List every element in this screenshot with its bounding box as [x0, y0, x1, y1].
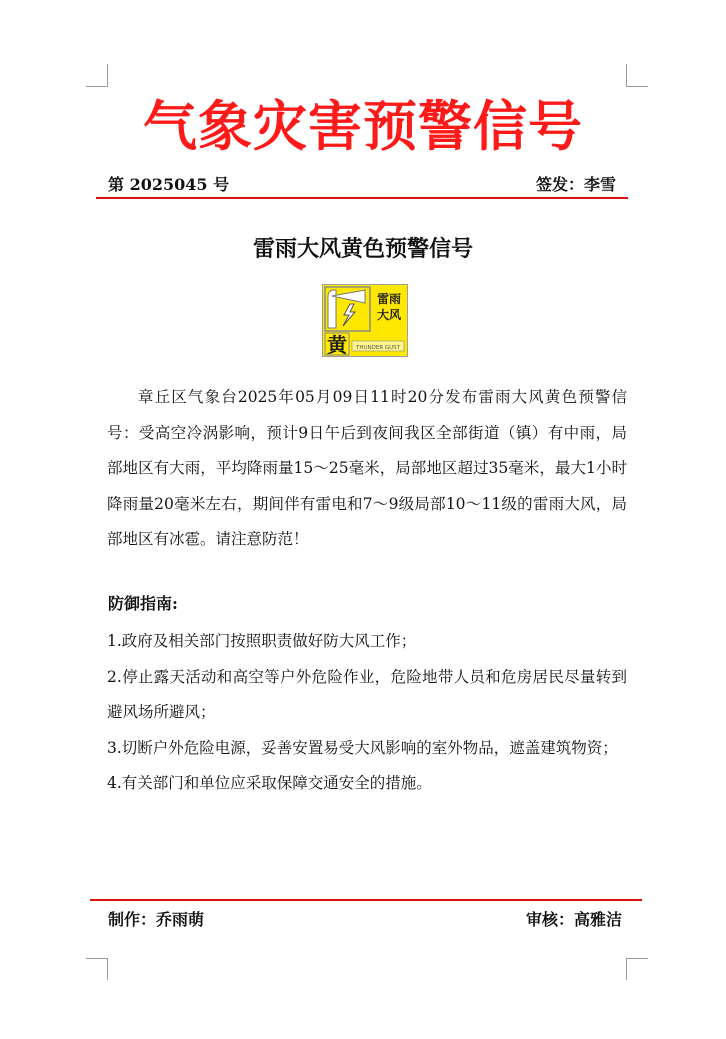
- guide-item-2: 2.停止露天活动和高空等户外危险作业，危险地带人员和危房居民尽量转到避风场所避风；: [107, 667, 627, 721]
- guide-item-1: 1.政府及相关部门按照职责做好防大风工作；: [107, 632, 417, 650]
- footer-divider: [90, 899, 642, 901]
- svg-text:THUNDER GUST: THUNDER GUST: [355, 345, 401, 351]
- svg-text:黄: 黄: [327, 333, 347, 357]
- svg-text:大风: 大风: [376, 308, 402, 322]
- warning-body-text: 章丘区气象台2025年05月09日11时20分发布雷雨大风黄色预警信号：受高空冷涡影响，预计9日午后到夜间我区全部街道（镇）有中雨，局部地区有大雨，平均降雨量15～25毫米，局部地区超过35毫米，最大1小时降雨量20毫米左右，期间伴有雷电和7～9级局部10～11级的雷雨大风，局部地区有冰雹。请注意防范！: [107, 388, 627, 548]
- svg-text:雷雨: 雷雨: [376, 292, 402, 306]
- warning-subtitle: 雷雨大风黄色预警信号: [252, 236, 473, 262]
- guide-item-3: 3.切断户外危险电源，妥善安置易受大风影响的室外物品，遮盖建筑物资；: [107, 738, 618, 757]
- reviewer-signature: 审核：高雅洁: [525, 910, 622, 929]
- thunderstorm-gale-yellow-icon: [322, 284, 408, 357]
- document-number: 第 2025045 号: [108, 175, 230, 194]
- guide-item-4: 4.有关部门和单位应采取保障交通安全的措施。: [107, 774, 432, 792]
- producer-signature: 制作：乔雨萌: [108, 910, 205, 929]
- guide-heading: 防御指南:: [108, 594, 178, 613]
- header-divider: [96, 197, 628, 199]
- issuer-signature: 签发：李雪: [535, 175, 616, 194]
- document-title: 气象灾害预警信号: [143, 95, 583, 158]
- guide-list: [107, 624, 627, 802]
